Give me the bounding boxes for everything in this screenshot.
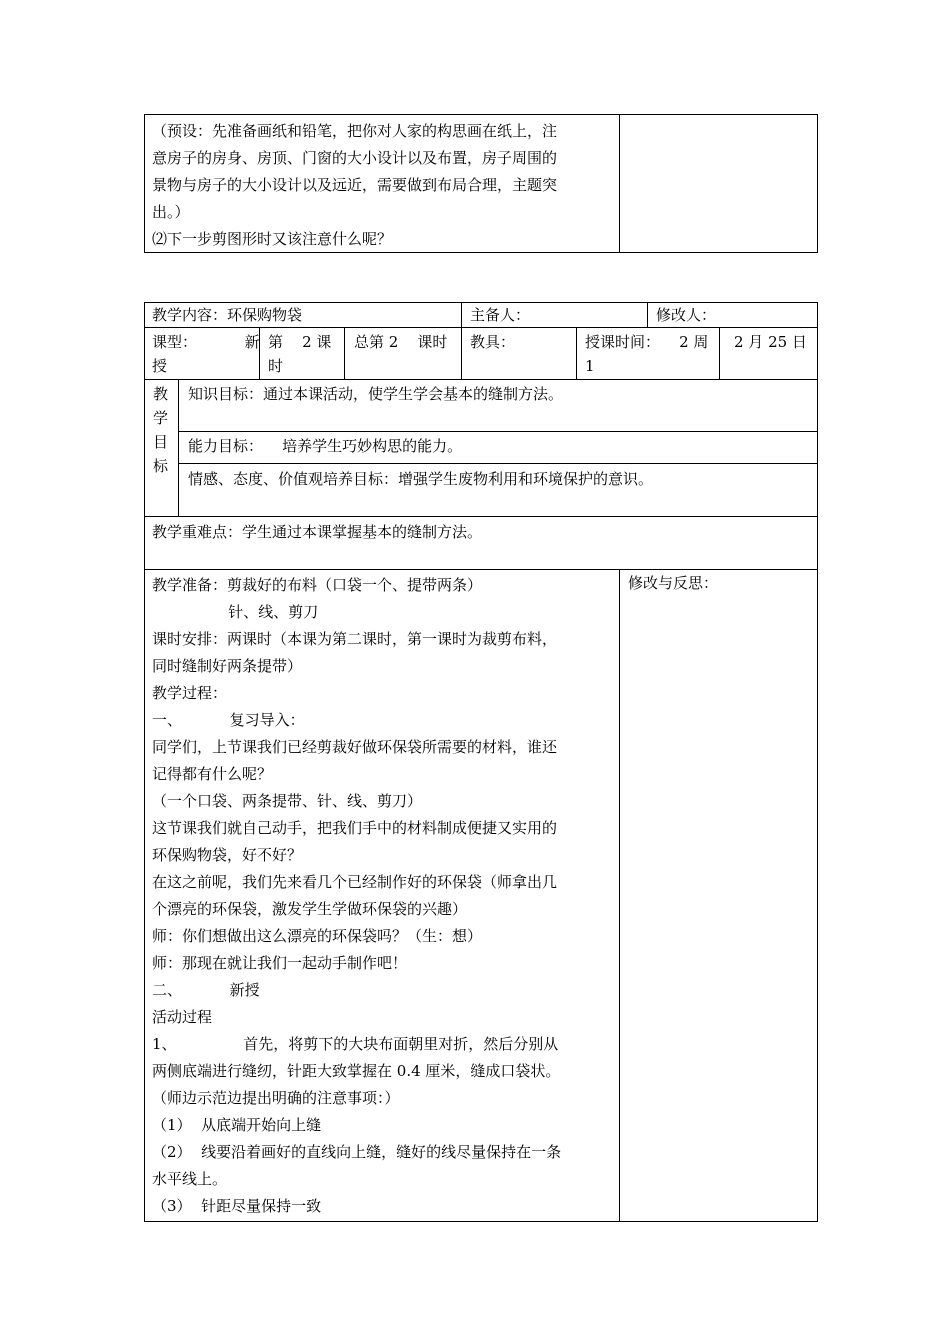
col-line	[178, 379, 179, 517]
process-line: 个漂亮的环保袋，激发学生学做环保袋的兴趣）	[152, 900, 468, 918]
col-line	[461, 302, 462, 380]
col-line	[344, 327, 345, 380]
process-line: 环保购物袋，好不好？	[152, 846, 303, 864]
lesson-type: 课型： 新	[152, 333, 260, 351]
process-line: 活动过程	[152, 1008, 213, 1026]
col-line	[647, 302, 648, 328]
row-line	[178, 431, 818, 432]
top-text-line: ⑵下一步剪图形时又该注意什么呢？	[152, 230, 393, 248]
process-line: 师：那现在就让我们一起动手制作吧！	[152, 954, 408, 972]
knowledge-goal: 知识目标：通过本课活动，使学生学会基本的缝制方法。	[188, 385, 564, 403]
key-points: 教学重难点：学生通过本课掌握基本的缝制方法。	[152, 523, 483, 541]
reviser-label: 修改人：	[656, 306, 717, 324]
top-text-line: （预设：先准备画纸和铅笔，把你对人家的构思画在纸上，注	[152, 122, 558, 140]
col-line	[619, 569, 620, 1222]
process-line: （1） 从底端开始向上缝	[152, 1116, 322, 1134]
process-line: 两侧底端进行缝纫，针距大致掌握在 0.4 厘米，缝成口袋状。	[152, 1062, 561, 1080]
class-time: 授课时间： 2 周	[585, 333, 709, 351]
process-line: 这节课我们就自己动手，把我们手中的材料制成便捷又实用的	[152, 819, 558, 837]
lesson-type-cont: 授	[152, 357, 168, 375]
tools-label: 教具：	[470, 333, 516, 351]
top-text-line: 意房子的房身、房顶、门窗的大小设计以及布置，房子周围的	[152, 149, 558, 167]
process-line: 教学过程：	[152, 684, 228, 702]
process-line: 针、线、剪刀	[152, 603, 319, 621]
process-line: （2） 线要沿着画好的直线向上缝，缝好的线尽量保持在一条	[152, 1143, 562, 1161]
process-line: （一个口袋、两条提带、针、线、剪刀）	[152, 792, 423, 810]
period-number: 第 2 课	[268, 333, 332, 351]
process-line: 在这之前呢，我们先来看几个已经制作好的环保袋（师拿出几	[152, 873, 558, 891]
row-line	[144, 379, 818, 380]
ability-goal: 能力目标： 培养学生巧妙构思的能力。	[188, 437, 463, 455]
process-line: 水平线上。	[152, 1170, 228, 1188]
content-label: 教学内容：环保购物袋	[152, 306, 303, 324]
class-time-cont: 1	[585, 357, 595, 375]
total-period: 总第 2 课时	[354, 333, 448, 351]
process-line: （师边示范边提出明确的注意事项：）	[152, 1089, 400, 1107]
goals-header-char: 学	[153, 409, 169, 427]
goals-header-char: 教	[153, 385, 169, 403]
row-line	[178, 463, 818, 464]
top-text-line: 出。）	[152, 203, 190, 221]
col-line	[719, 327, 720, 380]
row-line	[144, 516, 818, 517]
process-line: 二、 新授	[152, 981, 260, 999]
goals-header-char: 标	[153, 457, 169, 475]
process-line: 同学们，上节课我们已经剪裁好做环保袋所需要的材料，谁还	[152, 738, 558, 756]
preparer-label: 主备人：	[470, 306, 531, 324]
emotion-goal: 情感、态度、价值观培养目标：增强学生废物利用和环境保护的意识。	[188, 470, 654, 488]
goals-header-char: 目	[153, 433, 169, 451]
top-table-divider	[619, 114, 620, 253]
class-date: 2 月 25 日	[734, 333, 807, 351]
reflection-label: 修改与反思：	[628, 574, 719, 592]
process-line: 1、 首先，将剪下的大块布面朝里对折，然后分别从	[152, 1035, 559, 1053]
period-number-cont: 时	[268, 357, 284, 375]
process-line: （3） 针距尽量保持一致	[152, 1197, 322, 1215]
process-line: 一、 复习导入：	[152, 711, 305, 729]
col-line	[576, 327, 577, 380]
top-text-line: 景物与房子的大小设计以及远近，需要做到布局合理，主题突	[152, 176, 558, 194]
process-line: 记得都有什么呢？	[152, 765, 273, 783]
process-line: 同时缝制好两条提带）	[152, 657, 303, 675]
process-line: 师：你们想做出这么漂亮的环保袋吗？（生：想）	[152, 927, 483, 945]
process-line: 课时安排：两课时（本课为第二课时，第一课时为裁剪布料，	[152, 630, 558, 648]
process-line: 教学准备：剪裁好的布料（口袋一个、提带两条）	[152, 576, 483, 594]
